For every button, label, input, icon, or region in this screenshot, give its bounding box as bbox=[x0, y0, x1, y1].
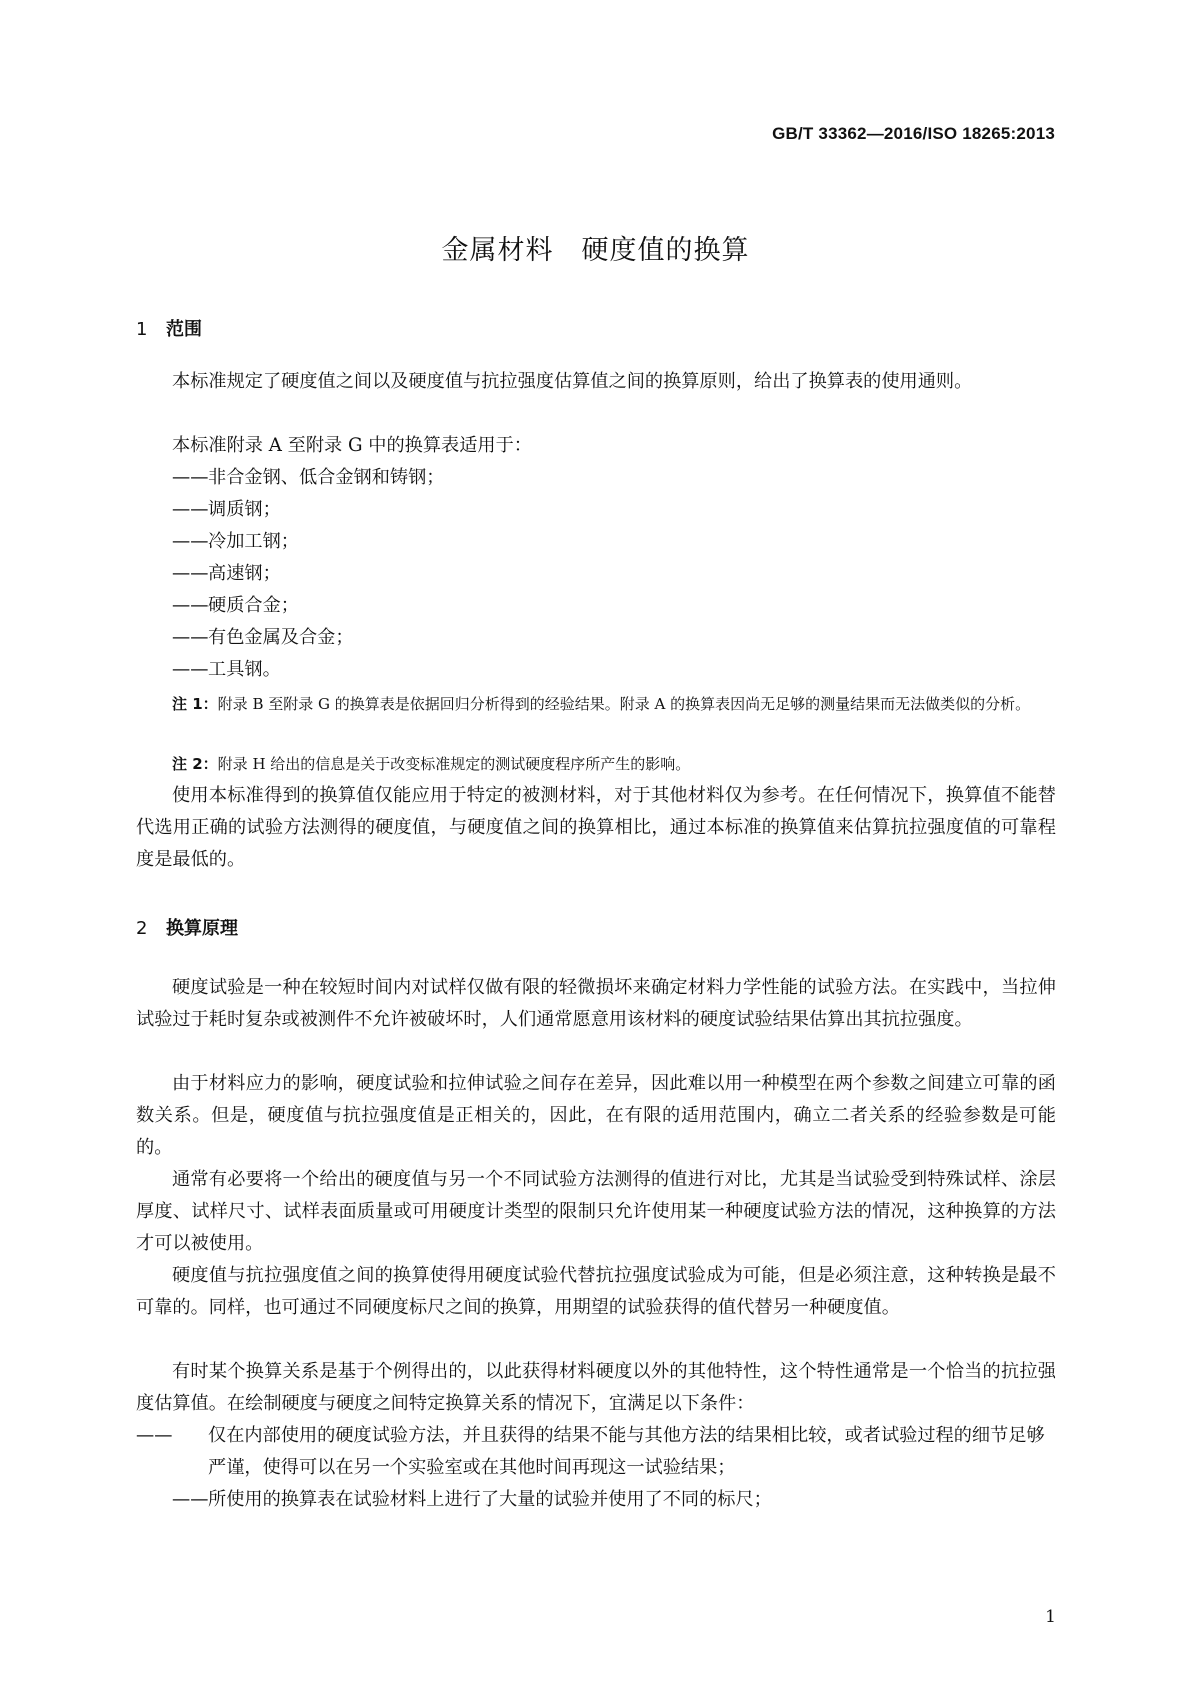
dash-bullet: —— bbox=[172, 595, 209, 616]
note-1 bbox=[172, 690, 1096, 718]
paragraph: 使用本标准得到的换算值仅能应用于特定的被测材料，对于其他材料仅为参考。在任何情况下，换算值不能替代选用正确的试验方法测得的硬度值，与硬度值之间的换算相比，通过本标准的换算值来估算抗拉强度值的可靠程度是最低的。 bbox=[136, 785, 1056, 870]
note-label: 注 2： bbox=[172, 755, 218, 773]
page-title: 金属材料 硬度值的换算 bbox=[441, 235, 750, 266]
list-item bbox=[172, 526, 1056, 558]
list-item bbox=[172, 622, 1056, 654]
dash-bullet: —— bbox=[136, 1425, 173, 1446]
list-item-text: 硬质合金； bbox=[208, 595, 299, 616]
list-item-text: 有色金属及合金； bbox=[208, 627, 354, 648]
paragraph: 硬度试验是一种在较短时间内对试样仅做有限的轻微损坏来确定材料力学性能的试验方法。在实践中，当拉伸试验过于耗时复杂或被测件不允许被破坏时，人们通常愿意用该材料的硬度试验结果估算出其抗拉强度。 bbox=[136, 977, 1056, 1030]
note-2 bbox=[172, 750, 1096, 778]
list-item bbox=[136, 1420, 1056, 1484]
dash-bullet: —— bbox=[172, 499, 209, 520]
section-number: 1 bbox=[136, 319, 148, 340]
list-item-text: 所使用的换算表在试验材料上进行了大量的试验并使用了不同的标尺； bbox=[208, 1489, 772, 1510]
dash-bullet: —— bbox=[172, 531, 209, 552]
note-text: 附录 H 给出的信息是关于改变标准规定的测试硬度程序所产生的影响。 bbox=[217, 755, 691, 773]
page-number: 1 bbox=[1045, 1607, 1056, 1627]
list-item-text: 高速钢； bbox=[208, 563, 281, 584]
section-1-heading bbox=[136, 315, 202, 341]
section-2-heading bbox=[136, 914, 238, 940]
section-number: 2 bbox=[136, 918, 148, 939]
paragraph: 硬度值与抗拉强度值之间的换算使得用硬度试验代替抗拉强度试验成为可能，但是必须注意，这种转换是最不可靠的。同样，也可通过不同硬度标尺之间的换算，用期望的试验获得的值代替另一种硬度值。 bbox=[136, 1265, 1056, 1318]
list-item bbox=[172, 462, 1056, 494]
dash-bullet: —— bbox=[172, 1489, 209, 1510]
list-item bbox=[172, 654, 1056, 686]
paragraph: 有时某个换算关系是基于个例得出的，以此获得材料硬度以外的其他特性，这个特性通常是一个恰当的抗拉强度估算值。在绘制硬度与硬度之间特定换算关系的情况下，宜满足以下条件： bbox=[136, 1361, 1056, 1414]
note-text: 附录 B 至附录 G 的换算表是依据回归分析得到的经验结果。附录 A 的换算表因尚无足够的测量结果而无法做类似的分析。 bbox=[217, 695, 1031, 713]
list-item bbox=[172, 590, 1056, 622]
standard-code: GB/T 33362—2016/ISO 18265:2013 bbox=[772, 124, 1055, 143]
paragraph: 通常有必要将一个给出的硬度值与另一个不同试验方法测得的值进行对比，尤其是当试验受到特殊试样、涂层厚度、试样尺寸、试样表面质量或可用硬度计类型的限制只允许使用某一种硬度试验方法的情况，这种换算的方法才可以被使用。 bbox=[136, 1169, 1056, 1254]
list-item-text: 调质钢； bbox=[208, 499, 281, 520]
paragraph: 由于材料应力的影响，硬度试验和拉伸试验之间存在差异，因此难以用一种模型在两个参数之间建立可靠的函数关系。但是，硬度值与抗拉强度值是正相关的，因此，在有限的适用范围内，确立二者关系的经验参数是可能的。 bbox=[136, 1073, 1056, 1158]
dash-bullet: —— bbox=[172, 659, 209, 680]
list-item bbox=[172, 1484, 1056, 1516]
section-title: 换算原理 bbox=[166, 918, 238, 939]
list-item-text: 非合金钢、低合金钢和铸钢； bbox=[208, 467, 445, 488]
list-item bbox=[172, 494, 1056, 526]
dash-bullet: —— bbox=[172, 627, 209, 648]
list-item-text: 冷加工钢； bbox=[208, 531, 299, 552]
paragraph: 本标准附录 A 至附录 G 中的换算表适用于： bbox=[172, 435, 532, 456]
note-label: 注 1： bbox=[172, 695, 218, 713]
list-item bbox=[172, 558, 1056, 590]
list-item-text: 仅在内部使用的硬度试验方法，并且获得的结果不能与其他方法的结果相比较，或者试验过程的细节足够严谨，使得可以在另一个实验室或在其他时间再现这一试验结果； bbox=[208, 1425, 1045, 1478]
list-item-text: 工具钢。 bbox=[208, 659, 281, 680]
paragraph: 本标准规定了硬度值之间以及硬度值与抗拉强度估算值之间的换算原则，给出了换算表的使用通则。 bbox=[172, 371, 973, 392]
dash-bullet: —— bbox=[172, 563, 209, 584]
section-title: 范围 bbox=[166, 319, 202, 340]
dash-bullet: —— bbox=[172, 467, 209, 488]
